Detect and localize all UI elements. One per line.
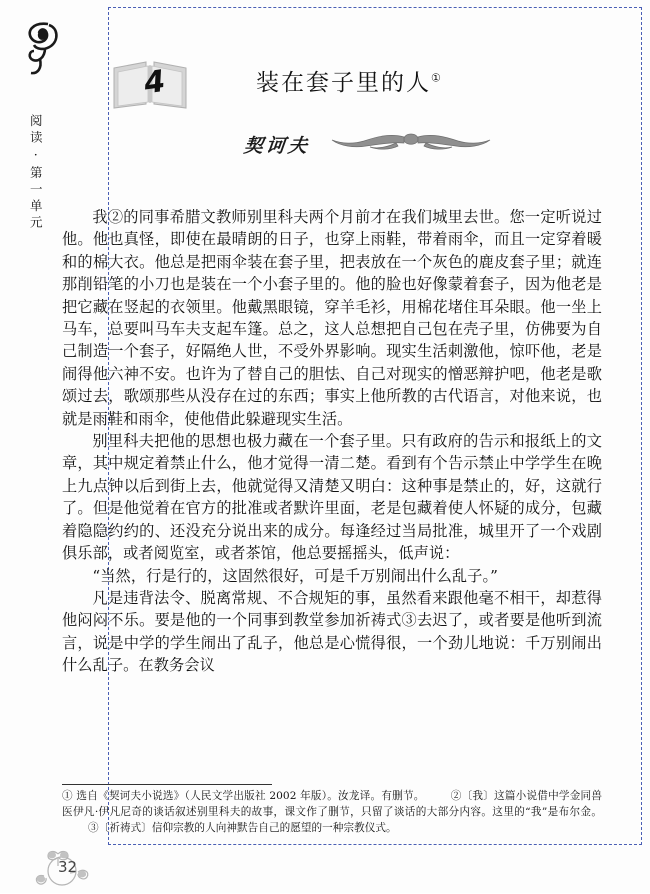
lesson-number-glyph: 4 (141, 63, 168, 102)
paragraph: “当然，行是行的，这固然很好，可是千万别闹出什么乱子。” (92, 566, 498, 585)
author-name: 契诃夫 (243, 135, 312, 157)
paragraph: 我②的同事希腊文教师别里科夫两个月前才在我们城里去世。您一定听说过他。他也真怪，即使在最晴朗的日子，也穿上雨鞋，带着雨伞，而且一定穿着暖和的棉大衣。他总是把雨伞装在套子里，把表放在一个灰色的鹿皮套子里；就连那削铅笔的小刀也是装在一个小套子里的。他的脸也好像蒙着套子，因为他老是把它藏在竖起的衣领里。他戴黑眼镜，穿羊毛衫，用棉花堵住耳朵眼。他一坐上马车，总要叫马车夫支起车篷。总之，这人总想把自己包在壳子里，仿佛要为自己制造一个套子，好隔绝人世，不受外界影响。现实生活刺激他，惊吓他，老是闹得他六神不安。也许为了替自己的胆怯、自己对现实的憎恶辩护吧，他老是歌颂过去，歌颂那些从没存在过的东西；事实上他所教的古代语言，对他来说，也就是雨鞋和雨伞，使他借此躲避现实生活。 (62, 208, 602, 428)
page-number-block (18, 848, 108, 890)
lesson-header (108, 48, 642, 120)
article-body (62, 206, 602, 677)
footnote-separator (62, 784, 272, 785)
title-footnote-marker: ① (431, 71, 441, 85)
paragraph: 凡是违背法令、脱离常规、不合规矩的事，虽然看来跟他毫不相干，却惹得他闷闷不乐。要是他的一个同事到教堂参加祈祷式③去迟了，或者要是他听到流言，说是中学的学生闹出了乱子，他总是心慌得很，一个劲儿地说：千万别闹出什么乱子。在教务会议 (62, 588, 602, 675)
footnote-3: ③〔祈祷式〕信仰宗教的人向神默告自己的愿望的一种宗教仪式。 (88, 822, 397, 834)
author-block (108, 126, 642, 158)
scroll-flourish-icon (18, 18, 64, 80)
sidebar-unit-marker (0, 18, 100, 232)
sidebar-unit-label: 阅读·第一单元 (28, 114, 44, 232)
open-book-icon (108, 52, 192, 114)
lesson-title-text: 装在套子里的人 (256, 70, 431, 96)
footnote-1: ① 选自《契诃夫小说选》（人民文学出版社 2002 年版）。汝龙译。有删节。 (62, 790, 425, 802)
footnote-2-start: ②〔我〕这篇小说借中学 (450, 790, 570, 802)
paragraph: 别里科夫把他的思想也极力藏在一个套子里。只有政府的告示和报纸上的文章，其中规定着禁止什么，他才觉得一清二楚。看到有个告示禁止中学学生在晚上九点钟以后到街上去，他就觉得又清楚又明白：这种事是禁止的，好，这就行了。但是他觉着在官方的批准或者默许里面，老是包藏着使人怀疑的成分，包藏着隐隐约约的、还没充分说出来的成分。每逢经过当局批准，城里开了一个戏剧俱乐部，或者阅览室，或者茶馆，他总要摇摇头，低声说： (62, 432, 602, 563)
page-number: 32 (58, 858, 78, 876)
footnote-2-end: 金。 (580, 806, 602, 818)
page-title (256, 64, 441, 97)
footnotes-section (62, 784, 602, 836)
footnote-2-cont: 金同兽医伊凡·伊凡尼奇的谈话叙述别里科夫的故事，课文作了删节，只留了谈话的大部分内容。这里的“我”是布尔 (62, 790, 602, 818)
ribbon-ornament-icon (316, 128, 506, 152)
footnote-text (62, 788, 602, 836)
